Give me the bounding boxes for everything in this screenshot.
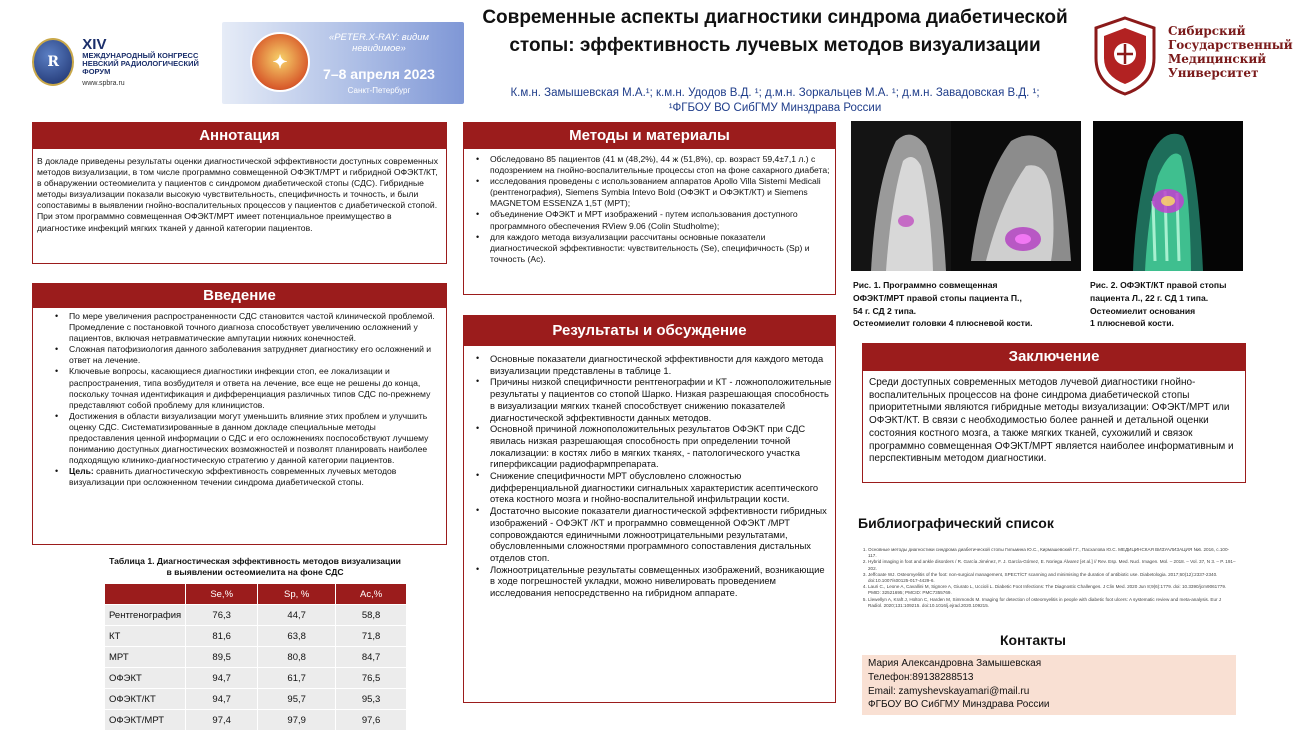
intro-goal — [47, 466, 442, 488]
results-item: • Основные показатели диагностической эффективности для каждого метода визуализации представлены в таблице 1. — [468, 353, 832, 376]
table-cell: 44,7 — [258, 605, 336, 626]
table-header-cell — [105, 584, 186, 605]
spect-mri-image — [851, 121, 1081, 271]
results-item: • Причины низкой специфичности рентгенографии и КТ - ложноположительные результаты у пациентов со стопой Шарко. Низкая разрешающая способность в визуализации мягких тканей способствует снижению показателей диагностической эффективности данных методов. — [468, 376, 832, 423]
methods-item: • исследования проведены с использованием аппаратов Apollo Villa Sistemi Medicali (рентгенография), Siemens Symbia Intevo Bold (ОФЭКТ и ОФЭКТ/КТ) и Siemens MAGNETOM ESSENZA 1,5T (МРТ); — [468, 176, 832, 209]
table-cell: 71,8 — [336, 626, 407, 647]
table-cell: 95,7 — [258, 689, 336, 710]
results-item: • Снижение специфичности МРТ обусловлено сложностью дифференциальной диагностики сигнальных характеристик асептического отека костного мозга и гнойно-воспалительной инфильтрации кости. — [468, 470, 832, 505]
results-panel — [463, 345, 836, 703]
contact-org: ФГБОУ ВО СибГМУ Минздрава России — [868, 699, 1050, 711]
figure1-caption-l1: Рис. 1. Программно совмещенная — [853, 280, 998, 290]
table-cell: 58,8 — [336, 605, 407, 626]
table-row — [105, 689, 407, 710]
figure1-caption-l4: Остеомиелит головки 4 плюсневой кости. — [853, 318, 1033, 329]
banner-dates: 7–8 апреля 2023 — [323, 66, 435, 82]
conclusion-text: Среди доступных современных методов лучевой диагностики гнойно-воспалительных процессов на фоне синдрома диабетической стопы приоритетными являются гибридные методы визуализации: ОФЭКТ/МРТ или ОФЭКТ/КТ. В связи с необходимостью более ранней и детальной оценки состояния костного мозга, а также мягких тканей, сухожилий и связок программно совмещенная ОФЭКТ/МРТ является наиболее информативным и перспективным методом диагностики. — [869, 377, 1234, 465]
table-row — [105, 710, 407, 731]
forum-line1: МЕЖДУНАРОДНЫЙ КОНГРЕСС — [82, 51, 199, 61]
figure2-caption-l1: Рис. 2. ОФЭКТ/КТ правой стопы — [1090, 280, 1227, 290]
affiliation: ¹ФГБОУ ВО СибГМУ Минздрава России — [668, 102, 882, 114]
results-item: • Основной причиной ложноположительных результатов ОФЭКТ при СДС явилась низкая разрешающая способность при определении точной локализации: в костях либо в мягких тканях, - патологического участка гиперфиксации радиофармпрепарата. — [468, 423, 832, 470]
figure1-caption-l3: 54 г. СД 2 типа. — [853, 305, 917, 316]
table-header-row — [105, 584, 407, 605]
results-item: • Достаточно высокие показатели диагностической эффективности гибридных изображений - ОФЭКТ /КТ и программно совмещенной ОФЭКТ /МРТ сопровождаются единичными ложноотрицательными результатами, обусловленными сложностями программного сопоставления дистальных отделов стоп. — [468, 505, 832, 564]
congress-banner — [222, 22, 464, 104]
authors-line: К.м.н. Замышевская М.А.¹; к.м.н. Удодов В.Д. ¹; д.м.н. Зоркальцев М.А. ¹; д.м.н. Завадовская В.Д. ¹; — [510, 87, 1040, 99]
table-cell: ОФЭКТ/КТ — [105, 689, 186, 710]
table-cell: ОФЭКТ/МРТ — [105, 710, 186, 731]
table-cell: ОФЭКТ — [105, 668, 186, 689]
banner-slogan: «PETER.X-RAY: видим невидимое» — [328, 32, 430, 54]
intro-item: • Сложная патофизиология данного заболевания затрудняет диагностику его осложнений и ответ на лечение. — [47, 344, 442, 366]
table-caption-line2: в выявлении остеомиелита на фоне СДС — [166, 567, 344, 577]
table-header-cell: Se,% — [186, 584, 258, 605]
university-crest-icon — [1088, 14, 1162, 98]
table-cell: 76,5 — [336, 668, 407, 689]
table-header-cell: Ac,% — [336, 584, 407, 605]
forum-logo — [32, 24, 210, 100]
contact-email: Email: zamyshevskayamari@mail.ru — [868, 685, 1030, 697]
contacts-panel — [862, 655, 1236, 715]
table-row — [105, 626, 407, 647]
conclusion-panel — [862, 370, 1246, 483]
table-row — [105, 668, 407, 689]
table-cell: 84,7 — [336, 647, 407, 668]
forum-emblem-icon: R — [32, 38, 74, 86]
table-cell: 80,8 — [258, 647, 336, 668]
methods-item: • Обследовано 85 пациентов (41 м (48,2%), 44 ж (51,8%), ср. возраст 59,4±7,1 л.) с подозрением на гнойно-воспалительные процессы стоп на фоне сахарного диабета; — [468, 154, 832, 176]
university-name: Сибирский Государственный Медицинский Университет — [1168, 24, 1293, 80]
table-cell: 81,6 — [186, 626, 258, 647]
spect-ct-image — [1093, 121, 1243, 271]
bibliography-item: 4. Lauri C., Leone A, Cavallini M, Signore A, Giurato L, Uccioli L. Diabetic Foot Infections: The Diagnostic Challenges. J Clin Med. 2020 Jun 8;9(6):1779. doi: 10.3390/jcm9061779. PMID: 32521695; PMCID: PMC7355769. — [868, 584, 1236, 596]
intro-item: • Ключевые вопросы, касающиеся диагностики инфекции стоп, ее локализации и распространения, типа возбудителя и ответа на лечение, все еще не решены до конца, поскольку точная идентификация и дифференциация различных типов СДС по-прежнему представляют собой проблему для клиницистов. — [47, 366, 442, 410]
figure2-caption-l2: пациента Л., 22 г. СД 1 типа. — [1090, 292, 1209, 303]
bibliography-item: 2. Hybrid imaging in foot and ankle disorders / R. García Jiménez, F. J. García-Gómez, E. Noriega Álvarez [et al.] // Rev. Esp. Med. Nucl. Imagen. Mol. – 2018. – Vol. 37, N 3. – P. 191–202. — [868, 559, 1236, 571]
forum-line2: НЕВСКИЙ РАДИОЛОГИЧЕСКИЙ ФОРУМ — [82, 59, 199, 77]
contacts-heading: Контакты — [1000, 632, 1067, 648]
table-cell: 89,5 — [186, 647, 258, 668]
figure2-caption-l3: Остеомиелит основания — [1090, 305, 1196, 316]
figure1-caption — [853, 279, 1083, 330]
goal-label: Цель: — [69, 466, 94, 477]
bibliography-item: 3. Jeffcoate WJ. Osteomyelitis of the foot: non-surgical management, SPECT/CT scanning and minimising the duration of antibiotic use. Diabetologia. 2017;60(12):2337-2340. doi:10.1007/s00125-017-4429-6. — [868, 572, 1236, 584]
table-cell: 76,3 — [186, 605, 258, 626]
bibliography-heading: Библиографический список — [858, 515, 1054, 531]
table-cell: 63,8 — [258, 626, 336, 647]
forum-edition: XIV — [82, 35, 107, 53]
intro-item: • Достижения в области визуализации могут уменьшить влияние этих проблем и улучшить оценку СДС. Систематизированные в данном докладе специальные методы предоставления ценной информации о СДС и его осложнениях поспособствуют лучшему пониманию доступных диагностических возможностей и позволят планировать наиболее подходящую клинико-диагностическую стратегию у данной категории пациентов. — [47, 411, 442, 466]
figure1-caption-l2: ОФЭКТ/МРТ правой стопы пациента П., — [853, 292, 1022, 303]
contact-name: Мария Александровна Замышевская — [868, 658, 1042, 669]
table-cell: 94,7 — [186, 689, 258, 710]
introduction-heading: Введение — [32, 283, 447, 307]
table-row — [105, 605, 407, 626]
xray-emblem-icon: ✦ — [250, 32, 310, 92]
table-header-cell: Sp, % — [258, 584, 336, 605]
table-cell: 61,7 — [258, 668, 336, 689]
results-heading: Результаты и обсуждение — [463, 315, 836, 345]
goal-text: сравнить диагностическую эффективность современных лучевых методов визуализации при осложненном течении синдрома диабетической стопы. — [69, 466, 397, 488]
table-caption-line1: Таблица 1. Диагностическая эффективность методов визуализации — [109, 556, 401, 566]
efficiency-table — [104, 583, 407, 731]
bibliography-list — [858, 547, 1236, 609]
table-cell: 97,6 — [336, 710, 407, 731]
table-cell: 94,7 — [186, 668, 258, 689]
methods-item: • для каждого метода визуализации рассчитаны основные показатели диагностической эффективности: чувствительность (Se), специфичность (Sp) и точность (Ac). — [468, 232, 832, 265]
table-cell: КТ — [105, 626, 186, 647]
table-cell: Рентгенография — [105, 605, 186, 626]
annotation-panel — [32, 148, 447, 264]
introduction-panel — [32, 307, 447, 545]
conclusion-heading: Заключение — [862, 343, 1246, 370]
methods-item: • объединение ОФЭКТ и МРТ изображений - путем использования доступного программного обеспечения RView 9.06 (Colin Studholme); — [468, 209, 832, 231]
bibliography-item: 1. Основные методы диагностики синдрома диабетической стопы Гильмина Ю.С., Кирмашевский Г.Г., Пасхалова Ю.С. МЕДИЦИНСКАЯ ВИЗУАЛИЗАЦИЯ №6. 2016, с.100-117. — [868, 547, 1236, 559]
table-cell: 97,9 — [258, 710, 336, 731]
table-cell: 97,4 — [186, 710, 258, 731]
figure2-caption-l4: 1 плюсневой кости. — [1090, 318, 1174, 329]
methods-panel — [463, 148, 836, 295]
authors — [470, 86, 1080, 116]
intro-item: • По мере увеличения распространенности СДС становится частой клинической проблемой. Промедление с постановкой точного диагноза способствует увеличению осложнений у пациентов, включая нетравматические ампутации нижних конечностей. — [47, 311, 442, 344]
forum-url: www.spbra.ru — [82, 80, 125, 88]
table-cell: МРТ — [105, 647, 186, 668]
table-caption — [70, 556, 440, 578]
annotation-heading: Аннотация — [32, 122, 447, 148]
contact-phone: Телефон:89138288513 — [868, 671, 974, 683]
annotation-text: В докладе приведены результаты оценки диагностической эффективности доступных современных методов визуализации, в том числе программно совмещенной ОФЭКТ/МРТ и гибридной ОФЭКТ/КТ, в обнаружении остеомиелита у пациентов с синдромом диабетической стопы (СДС). Гибридные методы визуализации показали высокую чувствительность, специфичность и точность, и были сопоставимы в выявлении гнойно-воспалительных процессов у пациентов с диабетической стопой. При этом программно совмещенная ОФЭКТ/МРТ имеет потенциальное преимущество в диагностике инфекций мягких тканей у данной категории пациентов. — [37, 156, 438, 233]
methods-heading: Методы и материалы — [463, 122, 836, 148]
table-cell: 95,3 — [336, 689, 407, 710]
figure2-caption — [1090, 279, 1260, 330]
poster-title: Современные аспекты диагностики синдрома диабетической стопы: эффективность лучевых методов визуализации — [482, 7, 1068, 56]
results-item: • Ложноотрицательные результаты совмещенных изображений, возникающие в ходе погрешностей укладки, можно нивелировать проведением исследования непосредственно на гибридном аппарате. — [468, 564, 832, 599]
table-row — [105, 647, 407, 668]
banner-city: Санкт-Петербург — [347, 86, 411, 95]
bibliography-item: 5. Llewellyn A, Kraft J, Holton C, Harden M, Simmonds M. Imaging for detection of osteomyelitis in people with diabetic foot ulcers: A systematic review and meta-analysis. Eur J Radiol. 2020;131:109215. doi:10.1016/j.ejrad.2020.109215. — [868, 597, 1236, 609]
